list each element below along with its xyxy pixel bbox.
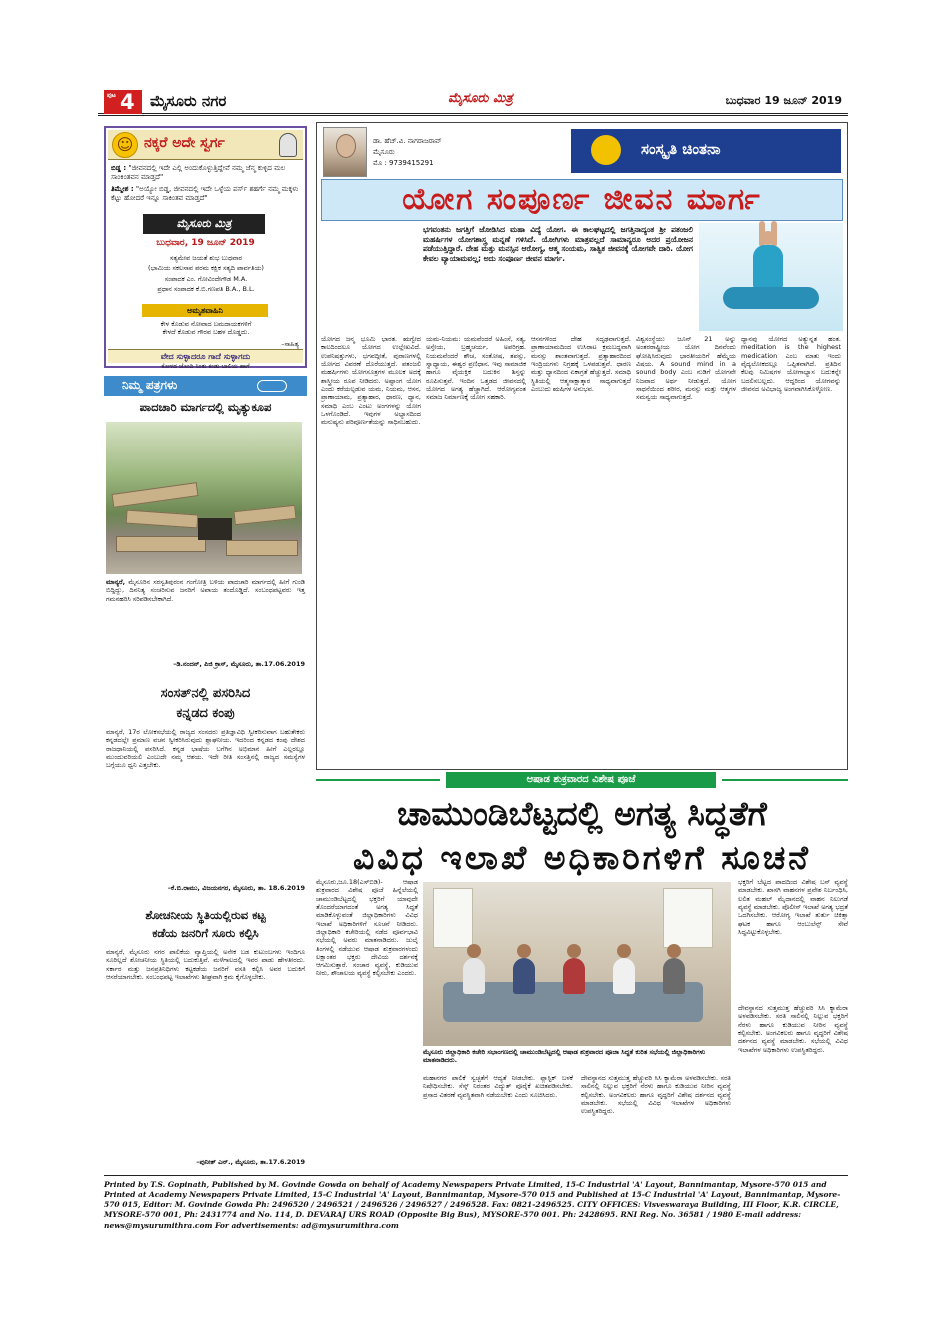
letter-2-body: ಮಾನ್ಯರೆ, 17ರ ಲೋಕಸಭೆಯಲ್ಲಿ ರಾಜ್ಯದ ಸಂಸದರು ಪ್ರತಿಜ್ಞಾವಿಧಿ ಸ್ವೀಕರಿಸುವಾಗ ಬಹುತೇಕರು ಕನ್ನಡದಲ್ಲೇ ಪ್ರಮಾಣ ವಚನ ಸ್ವೀಕರಿಸಿರುವುದು ಶ್ಲಾಘನೀಯ. ಇದರಿಂದ ಕನ್ನಡದ ಕಂಪು ದೇಶದ ರಾಜಧಾನಿಯಲ್ಲಿ ಪಸರಿಸಿದೆ. ಕನ್ನಡ ಭಾಷೆಯ ಬಗೆಗಿನ ಅಭಿಮಾನ ಹೀಗೆ ಎಲ್ಲರಲ್ಲೂ ಮುಂದುವರಿಯಲಿ ಎಂಬುದೇ ನಮ್ಮ ಆಶಯ. ಇದೇ ರೀತಿ ಸಂಸತ್ತಿನಲ್ಲಿ ರಾಜ್ಯದ ಸಮಸ್ಯೆಗಳ ಬಗ್ಗೆಯೂ ಧ್ವನಿ ಎತ್ತಬೇಕು. [106, 728, 305, 770]
laughing-face-icon: ☺ [112, 132, 138, 158]
humor-dialogue [111, 164, 301, 206]
page-number-tag [104, 90, 142, 114]
page-number: 4 [120, 90, 135, 114]
humor-header [108, 130, 303, 160]
feature-headline: ಯೋಗ ಸಂಪೂರ್ಣ ಜೀವನ ಮಾರ್ಗ [321, 179, 843, 221]
mini-date: ಬುಧವಾರ, 19 ಜೂನ್ 2019 [156, 238, 255, 248]
yoga-pose-photo [699, 223, 843, 331]
cartoon-man-icon [279, 133, 297, 157]
meeting-photo-caption: ಮೈಸೂರು ಜಿಲ್ಲಾಧಿಕಾರಿ ಕಚೇರಿ ಸಭಾಂಗಣದಲ್ಲಿ ಚಾಮುಂಡಿಬೆಟ್ಟದಲ್ಲಿ ಆಷಾಡ ಶುಕ್ರವಾರದ ಪೂಜಾ ಸಿದ್ಧತೆ ಕುರಿತ ಸಭೆಯಲ್ಲಿ ಜಿಲ್ಲಾಧಿಕಾರಿಗಳು ಮಾತನಾಡಿದರು. [423, 1048, 706, 1065]
humor-line-1: ಬಿಡ್ಡ : "ಜೀವನದಲ್ಲಿ ಇದೇ ಎಲ್ಲಿ ಅಂದುಕೊಳ್ಳುತ್ತಿದ್ದೇವೆ ನಮ್ಮ ಜೆನ್ಮ ಕುಳ್ಳಿದ ಮಲ ಸಾಂಕಿಂತವನ ಮಾಡ್ತದೆ" [111, 164, 286, 181]
letters-banner-label: ನಿಮ್ಮ ಪತ್ರಗಳು [122, 378, 178, 392]
letter-3-title-line-2: ಕಡೆಯ ಜನರಿಗೆ ಸೂರು ಕಲ್ಪಿಸಿ [152, 926, 259, 940]
letters-banner [104, 376, 307, 396]
letter-1-body: ಮಾನ್ಯರೆ, ಮೈಸೂರಿನ ಸರಸ್ವತಿಪುರಂನ ಗಂಗೋತ್ರಿ ಬಳಿಯ ಪಾದಚಾರಿ ಮಾರ್ಗದಲ್ಲಿ ಹೀಗೆ ಗುಂಡಿ ಬಿದ್ದಿದ್ದು, ದಿನನಿತ್ಯ ಸಂಚರಿಸುವ ಜನರಿಗೆ ಅಪಾಯ ತಂದೊಡ್ಡಿದೆ. ಸಂಬಂಧಪಟ್ಟವರು ಇತ್ತ ಗಮನಹರಿಸಿ ಸರಿಪಡಿಸಬೇಕಾಗಿದೆ. [106, 578, 305, 603]
meeting-photo [423, 882, 731, 1046]
news-headline-line-2: ವಿವಿಧ ಇಲಾಖೆ ಅಧಿಕಾರಿಗಳಿಗೆ ಸೂಚನೆ [353, 838, 811, 877]
author-phone: ಮೊ : 9739415291 [373, 158, 434, 167]
news-column-2: ಭಕ್ತರಿಗೆ ಬೆಟ್ಟದ ಪಾದದಿಂದ ವಿಶೇಷ ಬಸ್ ವ್ಯವಸ್ಥೆ ಮಾಡಬೇಕು. ಖಾಸಗಿ ವಾಹನಗಳ ಪ್ರವೇಶ ನಿರ್ಬಂಧಿಸಿ, ಲಲಿತ ಮಹಲ್ ಮೈದಾನದಲ್ಲಿ ವಾಹನ ನಿಲುಗಡೆ ವ್ಯವಸ್ಥೆ ಮಾಡಬೇಕು. ಪೊಲೀಸ್ ಇಲಾಖೆ ಅಗತ್ಯ ಭದ್ರತೆ ಒದಗಿಸಬೇಕು. ಆರೋಗ್ಯ ಇಲಾಖೆ ತುರ್ತು ಚಿಕಿತ್ಸಾ ಘಟಕ ಹಾಗೂ ಆಂಬುಲೆನ್ಸ್ ಸೇವೆ ಸಿದ್ಧವಿಟ್ಟುಕೊಳ್ಳಬೇಕು. [738, 878, 848, 936]
feature-intro: ಭಗವಂತನು ಜಗತ್ತಿಗೆ ಜೋಡಿಸಿದ ಮಹಾ ವಿದ್ಯೆ ಯೋಗ. ಈ ಕಾಲಘಟ್ಟದಲ್ಲಿ ಜಗತ್ತಿನಾದ್ಯಂತ ಶ್ರೀ ಪತಂಜಲಿ ಮಹರ್ಷಿಗಳ ಯೋಗಶಾಸ್ತ್ರ ಮನ್ನಣೆ ಗಳಿಸಿದೆ. ಯೋಗಿಗಳು ಮಾತ್ರವಲ್ಲದೆ ಸಾಮಾನ್ಯರೂ ಅದರ ಪ್ರಯೋಜನ ಪಡೆಯುತ್ತಿದ್ದಾರೆ. ದೇಹ ಮತ್ತು ಮನಸ್ಸಿನ ಆರೋಗ್ಯ, ಆತ್ಮ ಸಂಯಮ, ಸಾತ್ವಿಕ ಜೀವನಕ್ಕೆ ಯೋಗವೇ ದಾರಿ. ಯೋಗ ಕೇವಲ ವ್ಯಾಯಾಮವಲ್ಲ; ಅದು ಸಂಪೂರ್ಣ ಜೀವನ ಮಾರ್ಗ. [423, 225, 693, 263]
letter-2-title-line-1: ಸಂಸತ್‌ನಲ್ಲಿ ಪಸರಿಸಿದ [160, 686, 251, 701]
news-column-4: ದೇವಸ್ಥಾನದ ಸುತ್ತಮುತ್ತ ಹೆಚ್ಚುವರಿ ಸಿಸಿ ಕ್ಯಾಮೆರಾ ಅಳವಡಿಸಬೇಕು. ಸರತಿ ಸಾಲಿನಲ್ಲಿ ನಿಲ್ಲುವ ಭಕ್ತರಿಗೆ ನೆರಳು ಹಾಗೂ ಕುಡಿಯುವ ನೀರಿನ ವ್ಯವಸ್ಥೆ ಕಲ್ಪಿಸಬೇಕು. ಅಂಗವಿಕಲರು ಹಾಗೂ ವೃದ್ಧರಿಗೆ ವಿಶೇಷ ದರ್ಶನದ ವ್ಯವಸ್ಥೆ ಮಾಡಬೇಕು. ಸಭೆಯಲ್ಲಿ ವಿವಿಧ ಇಲಾಖೆಗಳ ಅಧಿಕಾರಿಗಳು ಉಪಸ್ಥಿತರಿದ್ದರು. [581, 1074, 731, 1116]
letter-3-signature: –ಪುನೀತ್ ಎನ್., ಮೈಸೂರು, ತಾ.17.6.2019 [196, 1158, 305, 1166]
news-headline-line-1: ಚಾಮುಂಡಿಬೆಟ್ಟದಲ್ಲಿ ಅಗತ್ಯ ಸಿದ್ಧತೆಗೆ [397, 794, 767, 833]
news-column-5: ದೇವಸ್ಥಾನದ ಸುತ್ತಮುತ್ತ ಹೆಚ್ಚುವರಿ ಸಿಸಿ ಕ್ಯಾಮೆರಾ ಅಳವಡಿಸಬೇಕು. ಸರತಿ ಸಾಲಿನಲ್ಲಿ ನಿಲ್ಲುವ ಭಕ್ತರಿಗೆ ನೆರಳು ಹಾಗೂ ಕುಡಿಯುವ ನೀರಿನ ವ್ಯವಸ್ಥೆ ಕಲ್ಪಿಸಬೇಕು. ಅಂಗವಿಕಲರು ಹಾಗೂ ವೃದ್ಧರಿಗೆ ವಿಶೇಷ ದರ್ಶನದ ವ್ಯವಸ್ಥೆ ಮಾಡಬೇಕು. ಸಭೆಯಲ್ಲಿ ವಿವಿಧ ಇಲಾಖೆಗಳ ಅಧಿಕಾರಿಗಳು ಉಪಸ್ಥಿತರಿದ್ದರು. [738, 1004, 848, 1054]
feature-column-1: ಯೋಗದ ಜನ್ಮ ಭೂಮಿ ಭಾರತ. ಋಗ್ವೇದ ಕಾಲದಿಂದಲೂ ಯೋಗದ ಉಲ್ಲೇಖವಿದೆ. ಉಪನಿಷತ್ತುಗಳು, ಭಗವದ್ಗೀತೆ, ಪುರಾಣಗಳಲ್ಲಿ ಯೋಗದ ವಿವರಣೆ ದೊರೆಯುತ್ತದೆ. ಪತಂಜಲಿ ಮಹರ್ಷಿಗಳು ಯೋಗಸೂತ್ರಗಳ ಮೂಲಕ ಅದಕ್ಕೆ ಶಾಸ್ತ್ರೀಯ ರೂಪ ನೀಡಿದರು. ಅಷ್ಟಾಂಗ ಯೋಗ ಎಂದು ಕರೆಯಲ್ಪಡುವ ಯಮ, ನಿಯಮ, ಆಸನ, ಪ್ರಾಣಾಯಾಮ, ಪ್ರತ್ಯಾಹಾರ, ಧಾರಣ, ಧ್ಯಾನ, ಸಮಾಧಿ ಎಂಬ ಎಂಟು ಅಂಗಗಳನ್ನು ಯೋಗ ಒಳಗೊಂಡಿದೆ. ಇವುಗಳ ಅಭ್ಯಾಸದಿಂದ ಮನುಷ್ಯನು ಪರಿಪೂರ್ಣತೆಯನ್ನು ಸಾಧಿಸಬಹುದು. [321, 335, 421, 427]
letter-2-signature: –ಕೆ.ಬಿ.ರಾಮು, ವಿಜಯನಗರ, ಮೈಸೂರು, ತಾ. 18.6.2019 [167, 884, 305, 892]
letter-1-title: ಪಾದಚಾರಿ ಮಾರ್ಗದಲ್ಲಿ ಮೃತ್ಯುಕೂಪ [139, 400, 272, 414]
series-banner [571, 129, 841, 173]
feature-column-4: ವಿಶ್ವಸಂಸ್ಥೆಯು ಜೂನ್ 21 ಅನ್ನು ಅಂತರರಾಷ್ಟ್ರೀಯ ಯೋಗ ದಿನವೆಂದು ಘೋಷಿಸಿರುವುದು ಭಾರತೀಯರಿಗೆ ಹೆಮ್ಮೆಯ ವಿಷಯ. A sound mind in a sound body ಎಂಬ ನುಡಿಗೆ ಯೋಗವೇ ನಿಜವಾದ ಅರ್ಥ ನೀಡುತ್ತದೆ. ಯೋಗ ಸಾಧನೆಯಿಂದ ಶರೀರ, ಮನಸ್ಸು ಮತ್ತು ಆತ್ಮಗಳ ಸಮನ್ವಯ ಸಾಧ್ಯವಾಗುತ್ತದೆ. [636, 335, 736, 402]
feature-column-3: ಆಸನಗಳಿಂದ ದೇಹ ಸದೃಢವಾಗುತ್ತದೆ. ಪ್ರಾಣಾಯಾಮದಿಂದ ಉಸಿರಾಟ ಕ್ರಮಬದ್ಧವಾಗಿ ಮನಸ್ಸು ಶಾಂತವಾಗುತ್ತದೆ. ಪ್ರತ್ಯಾಹಾರದಿಂದ ಇಂದ್ರಿಯಗಳು ನಿಗ್ರಹಕ್ಕೆ ಒಳಪಡುತ್ತವೆ. ಧಾರಣ ಮತ್ತು ಧ್ಯಾನದಿಂದ ಏಕಾಗ್ರತೆ ಹೆಚ್ಚುತ್ತದೆ. ಸಮಾಧಿ ಸ್ಥಿತಿಯಲ್ಲಿ ಆತ್ಮಸಾಕ್ಷಾತ್ಕಾರ ಸಾಧ್ಯವಾಗುತ್ತದೆ ಎಂಬುದು ಋಷಿಗಳ ಅನುಭವ. [531, 335, 631, 393]
proverb-text: ಕೋಳದ ಜೊಂದಿ ನಿಂತು ಕಂಡು ಬಾಲಿಯ ಹಾಗೆ [161, 363, 250, 370]
feature-body [321, 335, 843, 765]
pooja-banner-label: ಆಷಾಡ ಶುಕ್ರವಾರದ ವಿಶೇಷ ಪೂಜೆ [446, 772, 716, 788]
page-label: ಪುಟ [107, 92, 116, 99]
mini-brand-logo: ಮೈಸೂರು ಮಿತ್ರ [143, 214, 265, 234]
page-masthead [98, 90, 848, 116]
left-column [104, 122, 307, 1172]
humor-line-2: ತಿಮ್ಮೇಶ : "ಅಯ್ಯೋ ಬಿಡ್ಡ, ಜೀವನದಲ್ಲಿ ಇದೇ ಒಳ್ಳೆಯ ಪರ್ಸ್ ಶಹರ್ಗೆ ನಮ್ಮ ಮಕ್ಕಳು ಕೆಟ್ಟು ಹೋದರೆ ಇನ್ನೂ ಸಾಕಿಂತವ ಮಾಡ್ತದೆ" [111, 184, 299, 202]
author-photo [323, 127, 367, 177]
letter-3-title-line-1: ಶೋಚನೀಯ ಸ್ಥಿತಿಯಲ್ಲಿರುವ ಕಟ್ಟ [145, 908, 266, 922]
amritavahini-source: –ಸಾಹಿತ್ಯ [281, 340, 299, 348]
feature-column-2: ಯಮ-ನಿಯಮ: ಯಮವೆಂದರೆ ಅಹಿಂಸೆ, ಸತ್ಯ, ಅಸ್ತೇಯ, ಬ್ರಹ್ಮಚರ್ಯ, ಅಪರಿಗ್ರಹ. ನಿಯಮವೆಂದರೆ ಶೌಚ, ಸಂತೋಷ, ತಪಸ್ಸು, ಸ್ವಾಧ್ಯಾಯ, ಈಶ್ವರ ಪ್ರಣಿಧಾನ. ಇವು ಸಾಮಾಜಿಕ ಹಾಗೂ ವೈಯಕ್ತಿಕ ಬದುಕಿನ ಶಿಸ್ತನ್ನು ರೂಪಿಸುತ್ತವೆ. ಇಂದಿನ ಒತ್ತಡದ ಜೀವನದಲ್ಲಿ ಯೋಗದ ಅಗತ್ಯ ಹೆಚ್ಚಾಗಿದೆ. ಆರೋಗ್ಯವಂತ ಸಮಾಜ ನಿರ್ಮಾಣಕ್ಕೆ ಯೋಗ ಸಹಕಾರಿ. [426, 335, 526, 402]
letter-1-signature: –ಡಿ.ನಂದನ್, ಪಿಜಿ ಕ್ರಾಸ್, ಮೈಸೂರು, ತಾ.17.06.2019 [173, 660, 305, 668]
section-name: ಮೈಸೂರು ನಗರ [150, 92, 227, 110]
amritavahini-title: ಅಮೃತವಾಹಿನಿ [142, 304, 268, 317]
pen-icon [257, 380, 287, 392]
issue-date: ಬುಧವಾರ 19 ಜೂನ್ 2019 [725, 94, 842, 107]
lamp-icon [591, 135, 621, 165]
letter-3-body: ಮಾನ್ಯರೆ, ಮೈಸೂರು ನಗರ ಪಾಲಿಕೆಯ ವ್ಯಾಪ್ತಿಯಲ್ಲಿ ಅನೇಕ ಬಡ ಕುಟುಂಬಗಳು ಇಂದಿಗೂ ಸೂರಿಲ್ಲದೆ ಶೋಚನೀಯ ಸ್ಥಿತಿಯಲ್ಲಿ ಬದುಕುತ್ತಿವೆ. ಮಳೆಗಾಲದಲ್ಲಿ ಇವರ ಪಾಡು ಹೇಳತೀರದು. ಸರ್ಕಾರ ಮತ್ತು ಜನಪ್ರತಿನಿಧಿಗಳು ಕಟ್ಟಕಡೆಯ ಜನರಿಗೆ ವಸತಿ ಕಲ್ಪಿಸಿ ಅವರ ಬದುಕಿಗೆ ಆಸರೆಯಾಗಬೇಕು. ಸಂಬಂಧಪಟ್ಟ ಇಲಾಖೆಗಳು ಶೀಘ್ರವಾಗಿ ಕ್ರಮ ಕೈಗೊಳ್ಳಬೇಕು. [106, 948, 305, 981]
author-city: ಮೈಸೂರು [373, 147, 395, 156]
author-name: ಡಾ. ಹೆಚ್.ವಿ. ನಾಗರಾಜರಾವ್ [373, 137, 442, 145]
feature-column-5: ಧ್ಯಾನವು ಯೋಗದ ಅತ್ಯುನ್ನತ ಹಂತ. meditation is the highest medication ಎಂಬ ಮಾತು ಇಂದು ವೈದ್ಯಲೋಕದಲ್ಲೂ ಒಪ್ಪಿತವಾಗಿದೆ. ಪ್ರತಿದಿನ ಕೆಲವು ನಿಮಿಷಗಳ ಯೋಗಾಭ್ಯಾಸ ಬದುಕನ್ನೇ ಬದಲಿಸಬಲ್ಲದು. ಆದ್ದರಿಂದ ಯೋಗವನ್ನು ಜೀವನದ ಅವಿಭಾಜ್ಯ ಅಂಗವಾಗಿಸಿಕೊಳ್ಳೋಣ. [741, 335, 841, 393]
humor-title: ನಕ್ಕರೆ ಅದೇ ಸ್ವರ್ಗ [144, 135, 225, 151]
news-column-1: ಮೈಸೂರು,ಜೂ.18(ಎಸ್‌ಬಿಡಿ)- ಆಷಾಡ ಶುಕ್ರವಾರದ ವಿಶೇಷ ಪೂಜೆ ಹಿನ್ನೆಲೆಯಲ್ಲಿ ಚಾಮುಂಡಿಬೆಟ್ಟದಲ್ಲಿ ಭಕ್ತರಿಗೆ ಯಾವುದೇ ತೊಂದರೆಯಾಗದಂತೆ ಅಗತ್ಯ ಸಿದ್ಧತೆ ಮಾಡಿಕೊಳ್ಳುವಂತೆ ಜಿಲ್ಲಾಧಿಕಾರಿಗಳು ವಿವಿಧ ಇಲಾಖೆ ಅಧಿಕಾರಿಗಳಿಗೆ ಸೂಚನೆ ನೀಡಿದರು. ಜಿಲ್ಲಾಧಿಕಾರಿ ಕಚೇರಿಯಲ್ಲಿ ನಡೆದ ಪೂರ್ವಭಾವಿ ಸಭೆಯಲ್ಲಿ ಅವರು ಮಾತನಾಡಿದರು. ಜುಲೈ ತಿಂಗಳಲ್ಲಿ ನಡೆಯುವ ಆಷಾಡ ಶುಕ್ರವಾರಗಳಂದು ಲಕ್ಷಾಂತರ ಭಕ್ತರು ದೇವಿಯ ದರ್ಶನಕ್ಕೆ ಆಗಮಿಸುತ್ತಾರೆ. ಸಂಚಾರ ವ್ಯವಸ್ಥೆ, ಕುಡಿಯುವ ನೀರು, ಶೌಚಾಲಯ ವ್ಯವಸ್ಥೆ ಕಲ್ಪಿಸಬೇಕು ಎಂದರು. [316, 878, 418, 978]
series-title: ಸಂಸ್ಕೃತಿ ಚಿಂತನಾ [641, 140, 721, 158]
footpath-hole-photo [106, 422, 302, 574]
letter-2-title-line-2: ಕನ್ನಡದ ಕಂಪು [176, 706, 235, 721]
printer-imprint: Printed by T.S. Gopinath, Published by M. Govinde Gowda on behalf of Academy Newspapers Private Limited, 15-C Industrial 'A' Layout, Bannimantap, Mysore-570 015 and Printed at Academy Newspapers Private Limited, 15-C Industrial 'A' Layout, Bannimantap, Mysore-570 015 and Published at 15-C Industrial 'A' Layout, Bannimantap, Mysore-570 015, Editor: M. Govinde Gowda Ph: 2496520 / 2496521 / 2496526 / 2496527 / 2496528. Fax: 0821-2496525. CITY OFFICES: Visveswaraya Building, III Floor, K.R. CIRCLE, MYSORE-570 001, Ph: 2431774 and No. 114, D. DEVARAJ URS ROAD (Opposite Big Bus), MYSORE-570 001. Ph: 2428695. RNI Reg. No. 36581 / 1980 E-mail address: news@mysurumithra.com For advertisements: ad@mysurumithra.com [104, 1175, 848, 1231]
editorial-credits: ಸತ್ಯಮೇವ ಜಯತೆ ಶುಭ ಬುಧವಾರ (ಭಾಮಿಯ ಸಕಲಸಾವ ಪರಮ ಕಕ್ಷಿಕ ಸತ್ಯದಿ ಪಾರ್ವತಿಯ) ಸಂಪಾದಕ ಎಂ. ಗೋವಿಂದೇಗೌಡ M.A. ಪ್ರಧಾನ ಸಂಪಾದಕ ಕೆ.ಬಿ.ಗಣಪತಿ B.A., B.L. [148, 254, 264, 293]
news-column-3: ಮಹಾನಗರ ಪಾಲಿಕೆ ಸ್ವಚ್ಛತೆಗೆ ಆದ್ಯತೆ ನೀಡಬೇಕು. ಪ್ಲಾಸ್ಟಿಕ್ ಬಳಕೆ ನಿಷೇಧಿಸಬೇಕು. ಸೆಸ್ಕ್ ನಿರಂತರ ವಿದ್ಯುತ್ ಪೂರೈಕೆ ಖಚಿತಪಡಿಸಬೇಕು. ಪ್ರಸಾದ ವಿತರಣೆ ವ್ಯವಸ್ಥಿತವಾಗಿ ನಡೆಯಬೇಕು ಎಂದು ಸೂಚಿಸಿದರು. [423, 1074, 573, 1099]
newspaper-brand: ಮೈಸೂರು ಮಿತ್ರ [448, 91, 513, 106]
yoga-feature [316, 122, 848, 770]
proverb-title: ವೇದ ಸುಳ್ಳಾದರೂ ಗಾದೆ ಸುಳ್ಳಾಗದು [108, 349, 303, 363]
amritavahini-quote: ಕೇಳ ಕೊಡುವ ನೋವಾದ ಬಮದಾಯಕಗಳಿಗೆ ಕೇಳದೆ ಕೊಡುವ ಗೌರವ ಬಹಳ ದೊಡ್ಡದು. [160, 320, 252, 337]
pooja-banner [316, 772, 848, 788]
author-details [373, 137, 442, 170]
author-box [323, 127, 569, 179]
humor-box [104, 126, 307, 368]
